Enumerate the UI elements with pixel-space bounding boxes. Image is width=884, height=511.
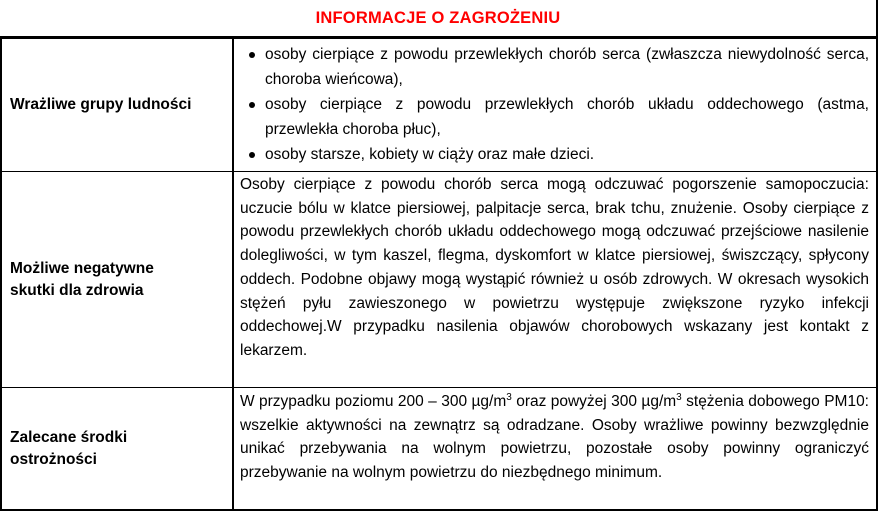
bullet-item [240, 92, 869, 142]
bullet-text: osoby cierpiące z powodu przewlekłych chorób serca (zwłaszcza niewydolność serca, choroba wieńcowa), [265, 46, 869, 88]
row-label-cell [2, 172, 234, 387]
row-content-cell [234, 39, 876, 171]
row-content-cell [234, 388, 876, 509]
row-paragraph: W przypadku poziomu 200 – 300 $\mu g/m^3$ oraz powyżej 300 $\mu g/m^3$ stężenia dobowego PM10: wszelkie aktywności na zewnątrz są odradzane. Osoby wrażliwe powinny bezwzględnie unikać przebywania na wolnym powietrzu, pozostałe osoby powinny ograniczyć przebywanie na wolnym powietrzu do niezbędnego minimum. [240, 391, 869, 482]
row-paragraph: Osoby cierpiące z powodu chorób serca mogą odczuwać pogorszenie samopoczucia: uczucie bólu w klatce piersiowej, palpitacje serca, brak tchu, znużenie. Osoby cierpiące z powodu przewlekłych chorób układu oddechowego mogą odczuwać przejściowe nasilenie dolegliwości, w tym kaszel, flegma, dyskomfort w klatce piersiowej, świszczący, spłycony oddech. Podobne objawy mogą wystąpić również u osób zdrowych. W okresach wysokich stężeń pyłu zawieszonego w powietrzu występuje zwiększone ryzyko infekcji oddechowej.W przypadku nasilenia objawów chorobowych wskazany jest kontakt z lekarzem. [240, 176, 869, 359]
row-label-cell [2, 388, 234, 509]
table-row [2, 39, 876, 172]
row-label-line: Wrażliwe grupy ludności [10, 96, 192, 113]
row-label-line: Zalecane środki [10, 428, 128, 446]
bullet-icon [249, 102, 255, 108]
row-label-line: Możliwe negatywne [10, 259, 154, 277]
table-title: INFORMACJE O ZAGROŻENIU [315, 8, 561, 27]
bullet-text: osoby cierpiące z powodu przewlekłych chorób układu oddechowego (astma, przewlekła choroba płuc), [265, 96, 869, 138]
row-label-line: ostrożności [10, 450, 97, 468]
bullet-item [240, 142, 869, 167]
bullet-item [240, 42, 869, 92]
bullet-icon [249, 52, 255, 58]
table-body [0, 39, 876, 509]
row-label-line: skutki dla zdrowia [10, 281, 144, 299]
bullet-icon [249, 152, 255, 158]
table-header-row [0, 0, 876, 39]
row-label-cell [2, 39, 234, 171]
table-row [2, 388, 876, 509]
table-row [2, 172, 876, 388]
bullet-text: osoby starsze, kobiety w ciąży oraz małe dzieci. [265, 146, 595, 163]
bullet-list [240, 42, 869, 167]
row-content-cell [234, 172, 876, 387]
